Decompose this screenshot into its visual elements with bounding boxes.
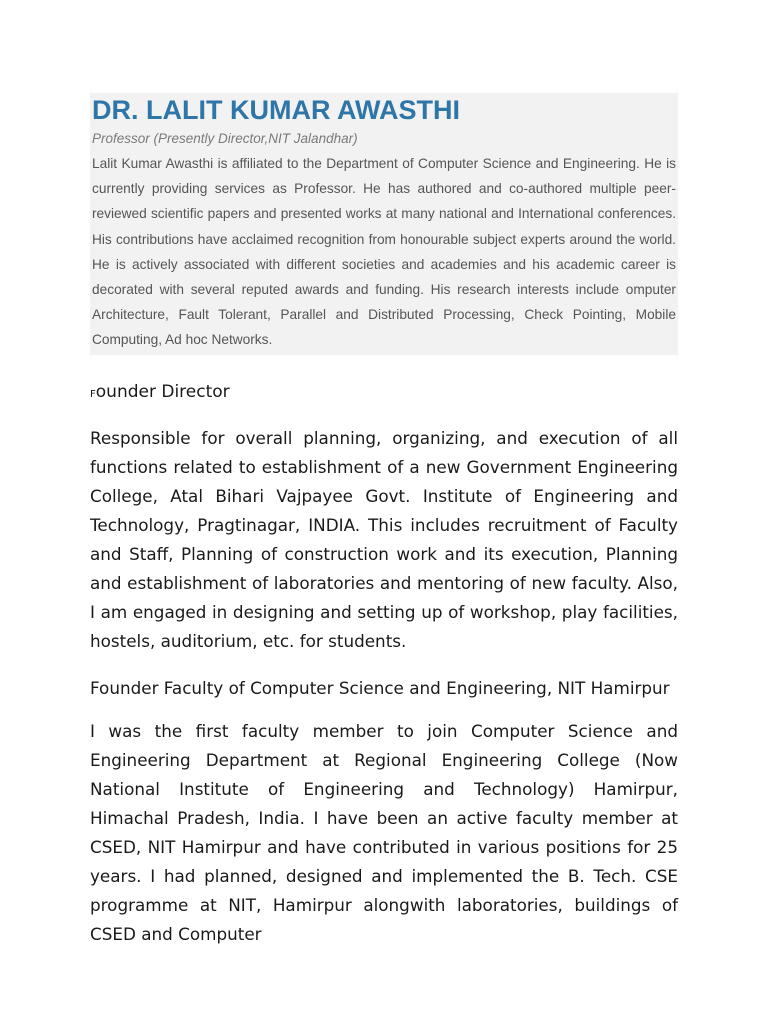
- section-heading-founder-director: [90, 381, 678, 406]
- profile-title: Professor (Presently Director,NIT Jalandhar): [92, 131, 358, 146]
- heading-rest: ounder Director: [95, 381, 230, 402]
- profile-bio: Lalit Kumar Awasthi is affiliated to the Department of Computer Science and Engineering. He is currently providing services as Professor. He has authored and co-authored multiple peer-reviewed scientific papers and presented works at many national and International conferences. His contributions have acclaimed recognition from honourable subject experts around the world. He is actively associated with different societies and academies and his academic career is decorated with several reputed awards and funding. His research interests include omputer Architecture, Fault Tolerant, Parallel and Distributed Processing, Check Pointing, Mobile Computing, Ad hoc Networks.: [92, 156, 676, 348]
- section-body-founder-director: Responsible for overall planning, organizing, and execution of all functions related to establishment of a new Government Engineering College, Atal Bihari Vajpayee Govt. Institute of Engineering and Technology, Pragtinagar, INDIA. This includes recruitment of Faculty and Staff, Planning of construction work and its execution, Planning and establishment of laboratories and mentoring of new faculty. Also, I am engaged in designing and setting up of workshop, play facilities, hostels, auditorium, etc. for students.: [90, 427, 678, 651]
- section-heading-founder-faculty: Founder Faculty of Computer Science and Engineering, NIT Hamirpur: [90, 677, 670, 698]
- section-body-founder-faculty: I was the first faculty member to join Computer Science and Engineering Department at Regional Engineering College (Now National Institute of Engineering and Technology) Hamirpur, Himachal Pradesh, India. I have been an active faculty member at CSED, NIT Hamirpur and have contributed in various positions for 25 years. I had planned, designed and implemented the B. Tech. CSE programme at NIT, Hamirpur alongwith laboratories, buildings of CSED and Computer: [90, 720, 678, 944]
- heading-initial: F: [90, 388, 96, 400]
- document-page: [90, 93, 678, 949]
- profile-header: [90, 93, 678, 355]
- profile-name: DR. LALIT KUMAR AWASTHI: [92, 95, 460, 125]
